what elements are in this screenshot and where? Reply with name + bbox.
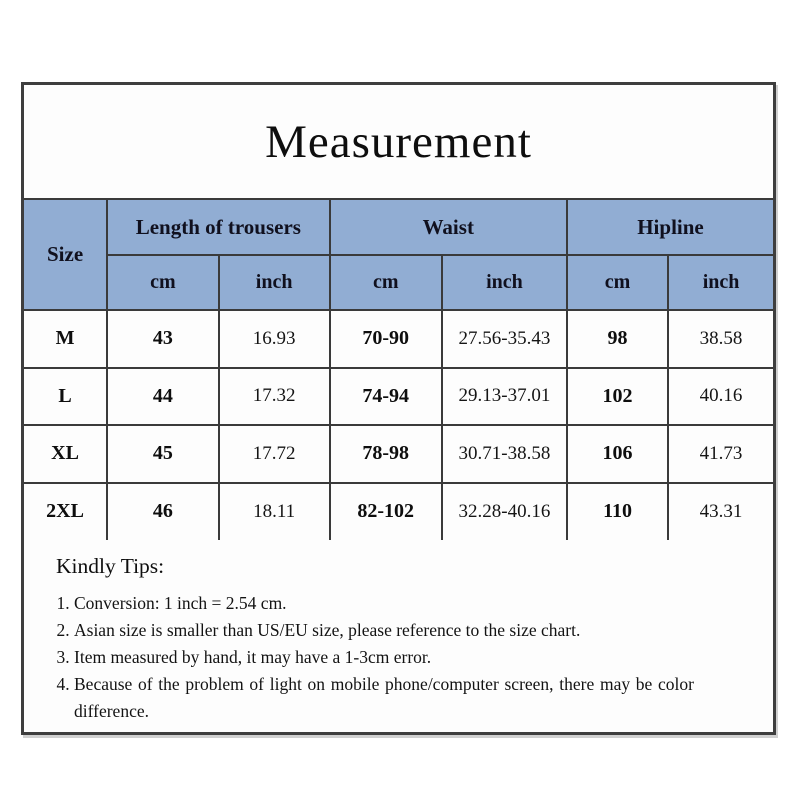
value-cell: 82-102 — [330, 483, 442, 541]
header-size: Size — [24, 200, 107, 310]
value-cell: 40.16 — [668, 368, 773, 426]
value-cell: 70-90 — [330, 310, 442, 368]
table-row-xl — [24, 425, 773, 483]
value-cell: 29.13-37.01 — [442, 368, 567, 426]
value-cell: 41.73 — [668, 425, 773, 483]
value-cell: 17.32 — [219, 368, 330, 426]
kindly-tips-heading: Kindly Tips: — [56, 554, 165, 578]
table-row-l — [24, 368, 773, 426]
value-cell: 30.71-38.58 — [442, 425, 567, 483]
header-unit-inch: inch — [668, 255, 773, 310]
size-cell: M — [24, 310, 107, 368]
value-cell: 38.58 — [668, 310, 773, 368]
value-cell: 110 — [567, 483, 668, 541]
header-waist: Waist — [330, 200, 567, 255]
size-cell: 2XL — [24, 483, 107, 541]
header-unit-cm: cm — [107, 255, 219, 310]
value-cell: 43 — [107, 310, 219, 368]
value-cell: 32.28-40.16 — [442, 483, 567, 541]
kindly-tips-section — [24, 540, 773, 725]
table-row-2xl — [24, 483, 773, 541]
tips-list — [40, 590, 694, 725]
title-block — [24, 85, 773, 200]
size-cell: L — [24, 368, 107, 426]
table-row-m — [24, 310, 773, 368]
tip-item: 2. Asian size is smaller than US/EU size, please reference to the size chart. — [74, 617, 694, 644]
value-cell: 78-98 — [330, 425, 442, 483]
value-cell: 17.72 — [219, 425, 330, 483]
value-cell: 27.56-35.43 — [442, 310, 567, 368]
header-hipline: Hipline — [567, 200, 773, 255]
value-cell: 98 — [567, 310, 668, 368]
header-unit-inch: inch — [219, 255, 330, 310]
table-body — [24, 310, 773, 540]
value-cell: 46 — [107, 483, 219, 541]
header-unit-inch: inch — [442, 255, 567, 310]
header-unit-cm: cm — [567, 255, 668, 310]
value-cell: 102 — [567, 368, 668, 426]
value-cell: 16.93 — [219, 310, 330, 368]
tip-item: 4. Because of the problem of light on mobile phone/computer screen, there may be color difference. — [74, 671, 694, 725]
header-unit-cm: cm — [330, 255, 442, 310]
unit-header-row — [24, 255, 773, 310]
value-cell: 18.11 — [219, 483, 330, 541]
size-chart-table — [24, 200, 773, 540]
value-cell: 45 — [107, 425, 219, 483]
size-cell: XL — [24, 425, 107, 483]
value-cell: 43.31 — [668, 483, 773, 541]
tip-item: 1. Conversion: 1 inch = 2.54 cm. — [74, 590, 694, 617]
tip-item: 3. Item measured by hand, it may have a 1-3cm error. — [74, 644, 694, 671]
value-cell: 106 — [567, 425, 668, 483]
page-title: Measurement — [265, 115, 532, 168]
value-cell: 74-94 — [330, 368, 442, 426]
measurement-sheet — [21, 82, 776, 735]
group-header-row — [24, 200, 773, 255]
header-length-of-trousers: Length of trousers — [107, 200, 329, 255]
table-header — [24, 200, 773, 310]
value-cell: 44 — [107, 368, 219, 426]
